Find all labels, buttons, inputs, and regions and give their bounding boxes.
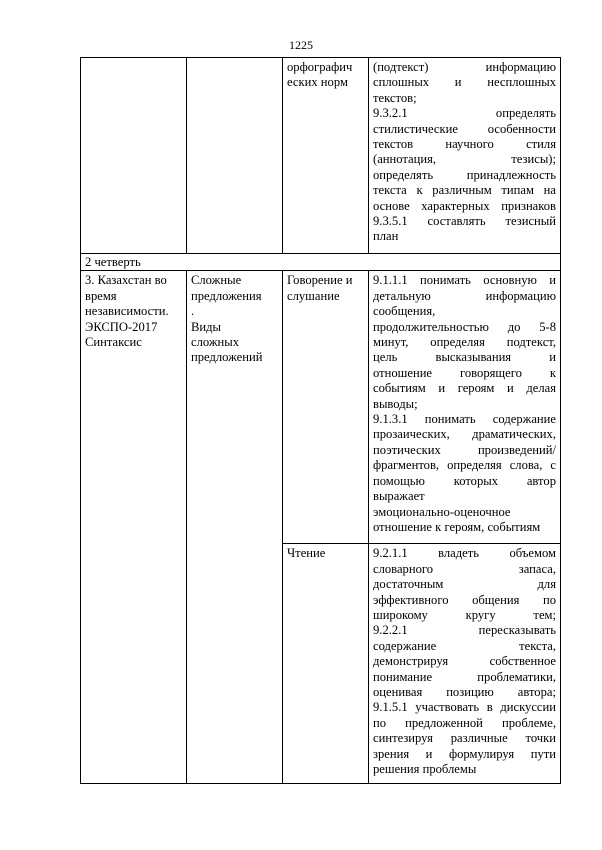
text-line: цель высказывания и	[373, 350, 556, 365]
cell-objectives	[369, 58, 561, 254]
text-line: 9.1.5.1 участвовать в дискуссии	[373, 700, 556, 715]
text-line: синтезируя различные точки	[373, 731, 556, 746]
section-title-text	[85, 273, 182, 350]
text-line: помощью которых автор	[373, 473, 556, 488]
text-line: 9.1.1.1 понимать основную и	[373, 273, 556, 288]
page-number: 1225	[289, 38, 313, 52]
cell-objectives-reading	[369, 544, 561, 784]
skill-reading-text	[287, 546, 364, 561]
text-line: по предложенной проблеме,	[373, 715, 556, 730]
section-subtopic-text	[191, 273, 278, 365]
text-line: Чтение	[287, 546, 326, 561]
text-line: 9.2.1.1 владеть объемом	[373, 546, 556, 561]
text-line: сообщения,	[373, 304, 436, 319]
text-line: 9.3.5.1 составлять тезисный	[373, 214, 556, 229]
table-row-continuation	[81, 58, 561, 254]
curriculum-table	[80, 57, 561, 784]
text-line: текстов научного стиля	[373, 137, 556, 152]
objectives-text	[373, 60, 556, 245]
text-line: достаточным для	[373, 577, 556, 592]
text-line: слушание	[287, 288, 340, 303]
objectives-reading-text	[373, 546, 556, 777]
text-line: оценивая позицию автора;	[373, 685, 556, 700]
text-line: эффективного общения по	[373, 592, 556, 607]
text-line: широкому кругу тем;	[373, 608, 556, 623]
text-line: Сложные	[191, 273, 242, 288]
topic-text	[287, 60, 364, 91]
cell-skill-reading	[283, 544, 369, 784]
text-line: выражает	[373, 489, 425, 504]
text-line: 9.2.2.1 пересказывать	[373, 623, 556, 638]
text-line: понимание проблематики,	[373, 669, 556, 684]
text-line: предложений	[191, 350, 263, 365]
text-line: независимости.	[85, 304, 169, 319]
quarter-label: 2 четверть	[81, 254, 561, 271]
cell-section-title	[81, 271, 187, 784]
text-line: (подтекст) информацию	[373, 60, 556, 74]
text-line: словарного запаса,	[373, 561, 556, 576]
text-line: сложных	[191, 335, 240, 350]
text-line: орфографич	[287, 60, 353, 74]
text-line: детальную информацию	[373, 288, 556, 303]
cell-empty-1	[81, 58, 187, 254]
text-line: минут, определяя подтекст,	[373, 335, 556, 350]
text-line: прозаических, драматических,	[373, 427, 556, 442]
text-line: 3. Казахстан во	[85, 273, 167, 288]
text-line: отношение к героям, событиям	[373, 519, 541, 534]
text-line: время	[85, 288, 117, 303]
cell-empty-2	[187, 58, 283, 254]
objectives-speaking-text	[373, 273, 556, 535]
text-line: план	[373, 229, 399, 244]
text-line: стилистические особенности	[373, 121, 556, 136]
text-line: продолжительностью до 5-8	[373, 319, 556, 334]
text-line: ЭКСПО-2017	[85, 319, 158, 334]
text-line: предложения	[191, 288, 262, 303]
text-line: Синтаксис	[85, 335, 142, 350]
cell-topic	[283, 58, 369, 254]
text-line: 9.1.3.1 понимать содержание	[373, 412, 556, 427]
skill-speaking-text	[287, 273, 364, 304]
text-line: текстов;	[373, 90, 417, 105]
text-line: эмоционально-оценочное	[373, 504, 511, 519]
cell-skill-speaking	[283, 271, 369, 544]
text-line: содержание текста,	[373, 638, 556, 653]
cell-section-subtopic	[187, 271, 283, 784]
text-line: Говорение и	[287, 273, 353, 288]
text-line: решения проблемы	[373, 762, 477, 777]
text-line: зрения и формулируя пути	[373, 746, 556, 761]
text-line: поэтических произведений/	[373, 442, 556, 457]
text-line: отношение говорящего к	[373, 365, 556, 380]
text-line: Виды	[191, 319, 222, 334]
text-line: определять принадлежность	[373, 167, 556, 182]
text-line: сплошных и несплошных	[373, 75, 556, 90]
table-row-section	[81, 271, 561, 544]
text-line: (аннотация, тезисы);	[373, 152, 556, 167]
text-line: фрагментов, определяя слова, с	[373, 458, 556, 473]
text-line: текста к различным типам на	[373, 183, 556, 198]
text-line: .	[191, 304, 195, 319]
cell-objectives-speaking	[369, 271, 561, 544]
table-row-quarter	[81, 254, 561, 271]
text-line: еских норм	[287, 75, 348, 90]
text-line: основе характерных признаков	[373, 198, 556, 213]
text-line: выводы;	[373, 396, 418, 411]
text-line: демонстрируя собственное	[373, 654, 556, 669]
text-line: 9.3.2.1 определять	[373, 106, 556, 121]
text-line: событиям и героям и делая	[373, 381, 556, 396]
